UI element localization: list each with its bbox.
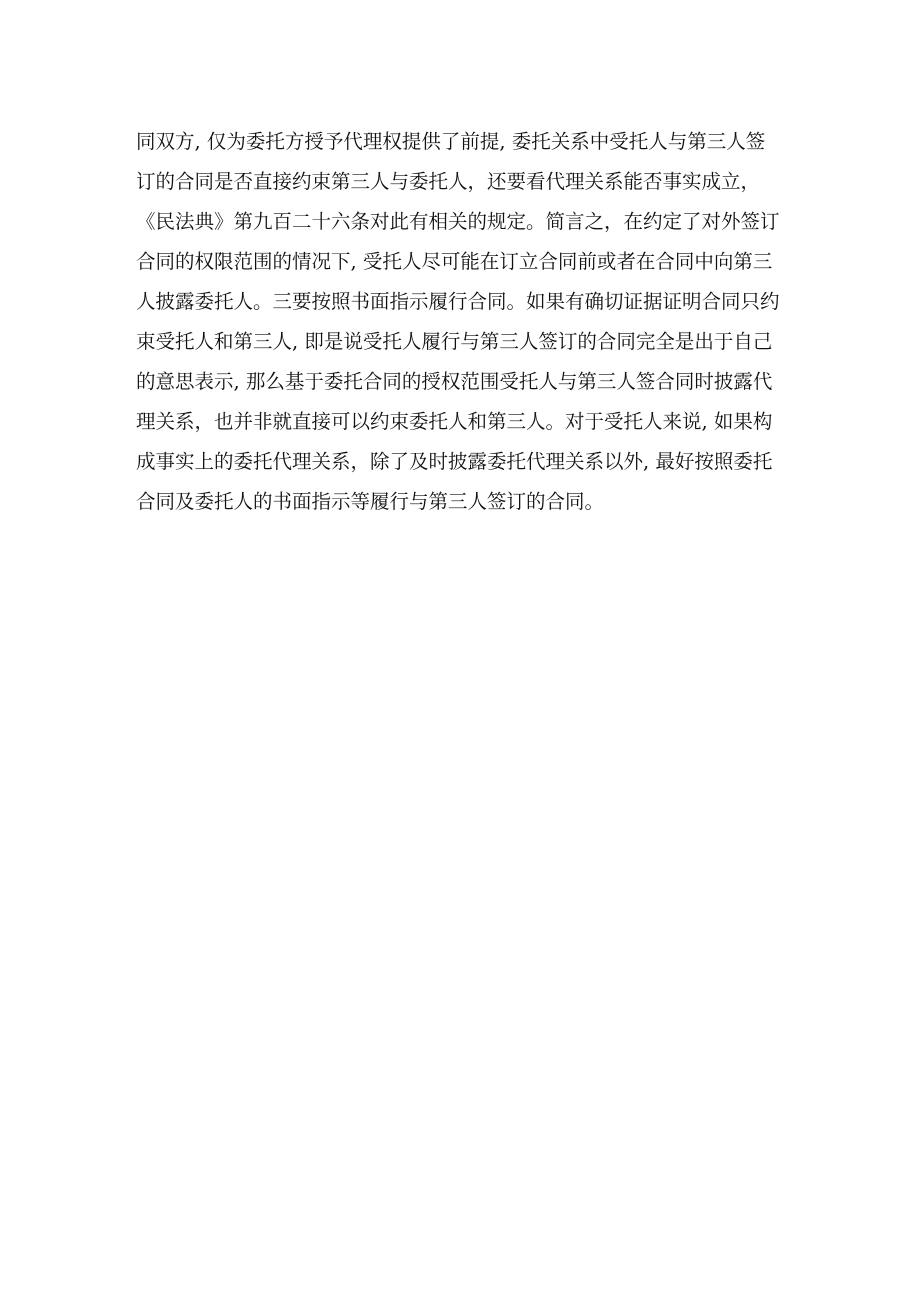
body-paragraph xyxy=(136,122,796,522)
paragraph-line: 的意思表示, 那么基于委托合同的授权范围受托人与第三人签合同时披露代 xyxy=(136,370,773,393)
paragraph-line: 合同及委托人的书面指示等履行与第三人签订的合同。 xyxy=(136,490,605,513)
paragraph-line: 《民法典》第九百二十六条对此有相关的规定。简言之，在约定了对外签订 xyxy=(136,210,780,233)
paragraph-line: 成事实上的委托代理关系，除了及时披露委托代理关系以外, 最好按照委托 xyxy=(136,450,773,473)
paragraph-line: 订的合同是否直接约束第三人与委托人，还要看代理关系能否事实成立， xyxy=(136,170,761,193)
paragraph-line: 合同的权限范围的情况下, 受托人尽可能在订立合同前或者在合同中向第三 xyxy=(136,250,773,273)
paragraph-line: 同双方, 仅为委托方授予代理权提供了前提, 委托关系中受托人与第三人签 xyxy=(136,130,766,153)
paragraph-line: 人披露委托人。三要按照书面指示履行合同。如果有确切证据证明合同只约 xyxy=(136,290,780,313)
paragraph-line: 理关系，也并非就直接可以约束委托人和第三人。对于受托人来说, 如果构 xyxy=(136,410,773,433)
paragraph-line: 束受托人和第三人, 即是说受托人履行与第三人签订的合同完全是出于自己 xyxy=(136,330,773,353)
